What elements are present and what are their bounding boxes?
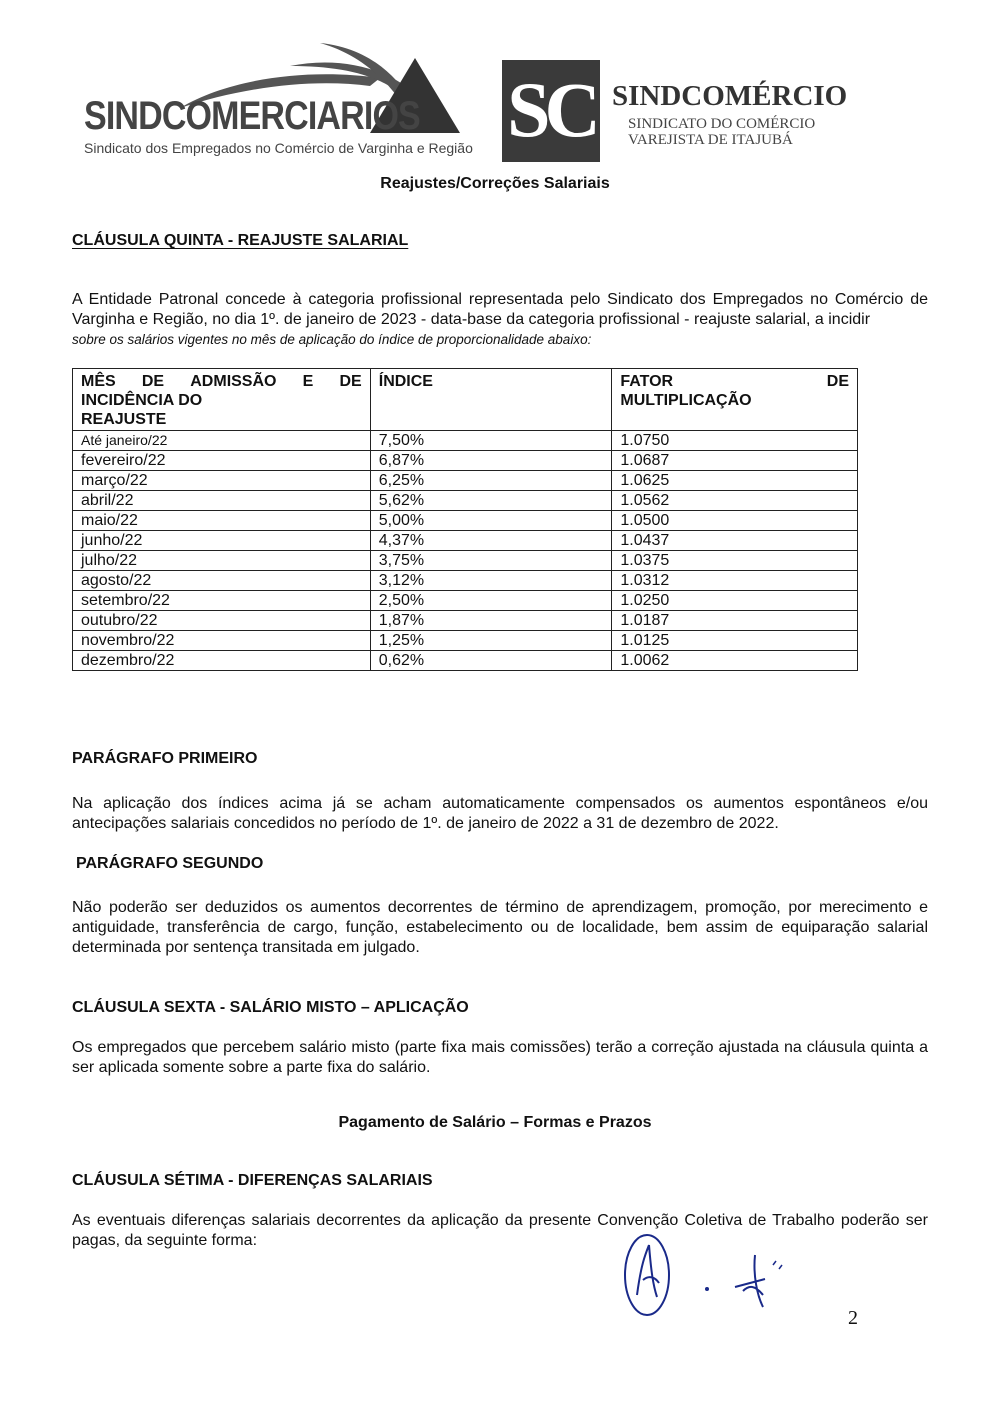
cell-factor: 1.0500 <box>612 511 858 531</box>
cell-factor: 1.0062 <box>612 651 858 671</box>
cell-month: setembro/22 <box>73 591 371 611</box>
cell-index: 6,25% <box>370 471 612 491</box>
sindcomercio-logo-subtitle-2: VAREJISTA DE ITAJUBÁ <box>628 132 793 148</box>
cell-factor: 1.0375 <box>612 551 858 571</box>
cell-factor: 1.0125 <box>612 631 858 651</box>
table-header-index: ÍNDICE <box>370 369 612 431</box>
header-word: DE <box>141 373 165 390</box>
header-month-line3: REAJUSTE <box>81 411 167 428</box>
cell-index: 1,25% <box>370 631 612 651</box>
table-row <box>73 551 858 571</box>
table-row <box>73 611 858 631</box>
cell-month: junho/22 <box>73 531 371 551</box>
header-word: DE <box>339 373 362 390</box>
clause-5-title: CLÁUSULA QUINTA - REAJUSTE SALARIAL <box>72 232 409 249</box>
table-row <box>73 451 858 471</box>
paragraph-1-title: PARÁGRAFO PRIMEIRO <box>72 750 258 767</box>
cell-factor: 1.0437 <box>612 531 858 551</box>
table-header-month <box>73 369 371 431</box>
table-row <box>73 471 858 491</box>
table-row <box>73 571 858 591</box>
cell-month: julho/22 <box>73 551 371 571</box>
cell-factor: 1.0312 <box>612 571 858 591</box>
cell-month: outubro/22 <box>73 611 371 631</box>
sindcomerciarios-logo-name: SINDCOMERCIARIOS <box>84 94 420 138</box>
cell-month: abril/22 <box>73 491 371 511</box>
header-factor-line2: MULTIPLICAÇÃO <box>620 392 752 409</box>
header-word: ADMISSÃO <box>190 373 277 390</box>
sindcomercio-logo-name: SINDCOMÉRCIO <box>612 80 848 112</box>
table-row <box>73 511 858 531</box>
table-row <box>73 651 858 671</box>
cell-index: 7,50% <box>370 431 612 451</box>
clause-6-title: CLÁUSULA SEXTA - SALÁRIO MISTO – APLICAÇÃO <box>72 999 469 1016</box>
cell-factor: 1.0250 <box>612 591 858 611</box>
clause-7-text: As eventuais diferenças salariais decorrentes da aplicação da presente Convenção Coletiva de Trabalho poderão ser pagas, da seguinte forma: <box>72 1212 928 1249</box>
sc-logo-mark: SC <box>507 66 595 153</box>
cell-index: 2,50% <box>370 591 612 611</box>
cell-factor: 1.0625 <box>612 471 858 491</box>
cell-month: fevereiro/22 <box>73 451 371 471</box>
cell-index: 0,62% <box>370 651 612 671</box>
table-header-row <box>73 369 858 431</box>
cell-index: 3,75% <box>370 551 612 571</box>
cell-month: Até janeiro/22 <box>73 431 371 451</box>
cell-index: 4,37% <box>370 531 612 551</box>
header-word: FATOR <box>620 373 674 390</box>
cell-month: março/22 <box>73 471 371 491</box>
table-row <box>73 591 858 611</box>
cell-index: 1,87% <box>370 611 612 631</box>
section-title-pagamento: Pagamento de Salário – Formas e Prazos <box>338 1114 652 1131</box>
cell-index: 6,87% <box>370 451 612 471</box>
table-row <box>73 531 858 551</box>
cell-index: 3,12% <box>370 571 612 591</box>
paragraph-1-text: Na aplicação dos índices acima já se acham automaticamente compensados os aumentos espontâneos e/ou antecipações salariais concedidos no período de 1º. de janeiro de 2022 a 31 de dezembro de 2022. <box>72 795 928 832</box>
clause-7-title: CLÁUSULA SÉTIMA - DIFERENÇAS SALARIAIS <box>72 1172 433 1189</box>
cell-factor: 1.0187 <box>612 611 858 631</box>
header-factor-line1 <box>620 372 849 391</box>
header-word: DE <box>826 373 849 390</box>
cell-factor: 1.0750 <box>612 431 858 451</box>
cell-factor: 1.0687 <box>612 451 858 471</box>
clause-5-text: A Entidade Patronal concede à categoria profissional representada pelo Sindicato dos Empregados no Comércio de Varginha e Região, no dia 1º. de janeiro de 2023 - data-base da categoria profissional - reajuste salarial, a incidir <box>72 291 928 328</box>
table-row <box>73 631 858 651</box>
cell-month: agosto/22 <box>73 571 371 591</box>
header-month-line2: INCIDÊNCIA DO <box>81 392 203 409</box>
sindcomercio-logo-subtitle-1: SINDICATO DO COMÉRCIO <box>628 116 816 132</box>
paragraph-2-text: Não poderão ser deduzidos os aumentos decorrentes de término de aprendizagem, promoção, por merecimento e antiguidade, transferência de cargo, função, estabelecimento ou de localidade, bem assim de equiparação salarial determinada por sentença transitada em julgado. <box>72 899 928 956</box>
cell-index: 5,00% <box>370 511 612 531</box>
page-number: 2 <box>848 1307 858 1329</box>
cell-factor: 1.0562 <box>612 491 858 511</box>
handwritten-signature <box>615 1225 815 1325</box>
section-title-reajustes: Reajustes/Correções Salariais <box>380 175 610 192</box>
header-word: E <box>302 373 314 390</box>
cell-month: maio/22 <box>73 511 371 531</box>
header-month-line1 <box>81 372 362 391</box>
sindcomerciarios-logo-subtitle: Sindicato dos Empregados no Comércio de Varginha e Região <box>84 140 473 156</box>
paragraph-2-title: PARÁGRAFO SEGUNDO <box>76 855 264 872</box>
table-row <box>73 491 858 511</box>
clause-5-text-tail: sobre os salários vigentes no mês de aplicação do índice de proporcionalidade abaixo: <box>72 332 592 347</box>
cell-month: novembro/22 <box>73 631 371 651</box>
table-row <box>73 431 858 451</box>
adjustment-table <box>72 368 858 671</box>
clause-6-text: Os empregados que percebem salário misto (parte fixa mais comissões) terão a correção ajustada na cláusula quinta a ser aplicada somente sobre a parte fixa do salário. <box>72 1039 928 1076</box>
cell-month: dezembro/22 <box>73 651 371 671</box>
table-header-factor <box>612 369 858 431</box>
header-word: MÊS <box>81 373 116 390</box>
cell-index: 5,62% <box>370 491 612 511</box>
